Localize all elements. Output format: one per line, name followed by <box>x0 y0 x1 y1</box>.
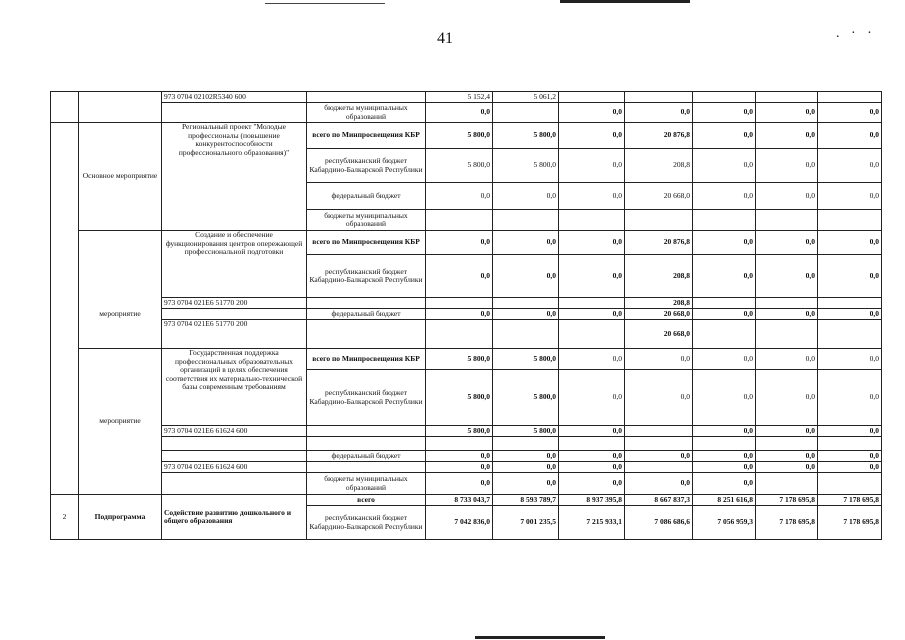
value-cell: 0,0 <box>625 349 693 370</box>
cell-num <box>51 123 79 495</box>
value-cell: 0,0 <box>693 231 756 255</box>
value-cell: 0,0 <box>818 426 882 437</box>
value-cell: 7 056 959,3 <box>693 506 756 540</box>
table-row <box>51 320 882 349</box>
value-cell: 5 800,0 <box>493 349 559 370</box>
value-cell: 5 800,0 <box>426 123 493 149</box>
value-cell <box>625 437 693 451</box>
value-cell: 8 667 837,3 <box>625 495 693 506</box>
blank-cell <box>162 103 307 123</box>
value-cell: 5 800,0 <box>426 426 493 437</box>
value-cell: 8 593 789,7 <box>493 495 559 506</box>
top-rule-right <box>560 0 690 3</box>
blank-cell <box>162 309 307 320</box>
value-cell: 0,0 <box>493 473 559 495</box>
value-cell: 5 152,4 <box>426 92 493 103</box>
value-cell: 0,0 <box>818 370 882 426</box>
activity-name: Государственная поддержка профессиональных образовательных организаций в целях обеспечения соответствия их материально-технической базы современным требованиям <box>162 349 307 426</box>
value-cell <box>426 210 493 231</box>
value-cell: 0,0 <box>818 123 882 149</box>
value-cell: 7 178 695,8 <box>756 495 818 506</box>
value-cell: 0,0 <box>693 462 756 473</box>
value-cell: 0,0 <box>426 451 493 462</box>
value-cell: 0,0 <box>756 370 818 426</box>
value-cell <box>818 210 882 231</box>
source-cell <box>307 92 426 103</box>
value-cell: 208,8 <box>625 149 693 183</box>
activity-name: Создание и обеспечение функционирования центров опережающей профессиональной подготовки <box>162 231 307 298</box>
value-cell: 8 251 616,8 <box>693 495 756 506</box>
value-cell: 0,0 <box>426 103 493 123</box>
value-cell: 0,0 <box>693 451 756 462</box>
row-number: 2 <box>51 495 79 540</box>
value-cell <box>693 92 756 103</box>
value-cell: 0,0 <box>693 309 756 320</box>
source-cell <box>307 462 426 473</box>
value-cell: 0,0 <box>693 426 756 437</box>
value-cell: 0,0 <box>693 103 756 123</box>
value-cell: 5 800,0 <box>493 426 559 437</box>
value-cell: 8 733 043,7 <box>426 495 493 506</box>
value-cell: 0,0 <box>625 473 693 495</box>
value-cell: 0,0 <box>426 462 493 473</box>
funding-source: всего по Минпросвещения КБР <box>307 123 426 149</box>
value-cell: 20 876,8 <box>625 231 693 255</box>
blank-cell <box>162 473 307 495</box>
budget-code: 973 0704 021E6 51770 200 <box>162 320 307 349</box>
value-cell: 0,0 <box>426 309 493 320</box>
table-row <box>51 426 882 437</box>
value-cell: 0,0 <box>426 473 493 495</box>
value-cell <box>756 473 818 495</box>
value-cell <box>426 298 493 309</box>
value-cell <box>625 92 693 103</box>
value-cell <box>756 92 818 103</box>
value-cell: 0,0 <box>559 309 625 320</box>
value-cell: 0,0 <box>693 349 756 370</box>
value-cell <box>625 462 693 473</box>
value-cell: 7 001 235,5 <box>493 506 559 540</box>
value-cell: 0,0 <box>818 149 882 183</box>
value-cell: 0,0 <box>693 123 756 149</box>
value-cell <box>559 320 625 349</box>
value-cell: 5 800,0 <box>426 349 493 370</box>
value-cell: 0,0 <box>426 255 493 298</box>
value-cell: 0,0 <box>559 426 625 437</box>
value-cell <box>493 298 559 309</box>
funding-source: бюджеты муниципальных образований <box>307 473 426 495</box>
funding-source: республиканский бюджет Кабардино-Балкарской Республики <box>307 370 426 426</box>
activity-type: мероприятие <box>79 349 162 495</box>
value-cell <box>756 298 818 309</box>
table-row <box>51 495 882 506</box>
value-cell: 0,0 <box>493 462 559 473</box>
activity-type: Основное мероприятие <box>79 123 162 231</box>
value-cell: 0,0 <box>493 255 559 298</box>
value-cell: 20 668,0 <box>625 183 693 210</box>
value-cell: 0,0 <box>693 149 756 183</box>
bottom-rule <box>475 636 605 639</box>
value-cell: 0,0 <box>493 231 559 255</box>
value-cell: 0,0 <box>756 349 818 370</box>
value-cell <box>559 298 625 309</box>
value-cell <box>625 426 693 437</box>
value-cell: 0,0 <box>818 103 882 123</box>
value-cell <box>426 437 493 451</box>
value-cell <box>559 437 625 451</box>
funding-source: всего по Минпросвещения КБР <box>307 231 426 255</box>
value-cell: 7 086 686,6 <box>625 506 693 540</box>
value-cell: 0,0 <box>756 183 818 210</box>
value-cell <box>559 210 625 231</box>
value-cell: 0,0 <box>818 462 882 473</box>
table-row <box>51 473 882 495</box>
funding-source: республиканский бюджет Кабардино-Балкарской Республики <box>307 149 426 183</box>
value-cell: 0,0 <box>756 309 818 320</box>
value-cell: 7 178 695,8 <box>818 506 882 540</box>
budget-code: 973 0704 02102R5340 600 <box>162 92 307 103</box>
value-cell: 208,8 <box>625 298 693 309</box>
value-cell: 0,0 <box>756 462 818 473</box>
value-cell: 0,0 <box>756 123 818 149</box>
value-cell: 0,0 <box>756 103 818 123</box>
funding-source: федеральный бюджет <box>307 451 426 462</box>
budget-code: 973 0704 021E6 61624 600 <box>162 426 307 437</box>
value-cell <box>756 437 818 451</box>
value-cell <box>426 320 493 349</box>
table-row <box>51 309 882 320</box>
value-cell: 0,0 <box>693 255 756 298</box>
table-row <box>51 437 882 451</box>
cell-type <box>79 92 162 123</box>
value-cell <box>818 320 882 349</box>
value-cell: 0,0 <box>756 149 818 183</box>
value-cell: 5 061,2 <box>493 92 559 103</box>
table-row <box>51 103 882 123</box>
value-cell: 0,0 <box>493 309 559 320</box>
funding-source: бюджеты муниципальных образований <box>307 103 426 123</box>
value-cell <box>559 92 625 103</box>
value-cell: 0,0 <box>756 451 818 462</box>
source-cell <box>307 298 426 309</box>
source-cell <box>307 320 426 349</box>
value-cell <box>693 298 756 309</box>
table-row <box>51 349 882 370</box>
activity-name: Содействие развитию дошкольного и общего образования <box>162 495 307 540</box>
funding-source: всего по Минпросвещения КБР <box>307 349 426 370</box>
table-row <box>51 462 882 473</box>
value-cell: 20 668,0 <box>625 320 693 349</box>
value-cell: 0,0 <box>693 473 756 495</box>
value-cell: 0,0 <box>559 103 625 123</box>
value-cell: 0,0 <box>625 451 693 462</box>
blank-cell <box>162 451 307 462</box>
value-cell: 7 178 695,8 <box>756 506 818 540</box>
value-cell: 7 215 933,1 <box>559 506 625 540</box>
value-cell: 5 800,0 <box>493 123 559 149</box>
top-rule-left <box>265 3 385 4</box>
value-cell: 0,0 <box>559 370 625 426</box>
value-cell: 0,0 <box>493 183 559 210</box>
budget-code: 973 0704 021E6 61624 600 <box>162 462 307 473</box>
table-row <box>51 451 882 462</box>
value-cell: 0,0 <box>559 183 625 210</box>
value-cell: 0,0 <box>625 103 693 123</box>
value-cell: 20 668,0 <box>625 309 693 320</box>
value-cell <box>493 103 559 123</box>
value-cell: 5 800,0 <box>426 149 493 183</box>
value-cell: 0,0 <box>625 370 693 426</box>
value-cell: 0,0 <box>559 451 625 462</box>
value-cell: 208,8 <box>625 255 693 298</box>
funding-source: всего <box>307 495 426 506</box>
budget-code: 973 0704 021E6 51770 200 <box>162 298 307 309</box>
funding-source: бюджеты муниципальных образований <box>307 210 426 231</box>
value-cell <box>493 210 559 231</box>
value-cell <box>818 298 882 309</box>
value-cell: 0,0 <box>559 473 625 495</box>
value-cell <box>625 210 693 231</box>
funding-source: республиканский бюджет Кабардино-Балкарской Республики <box>307 506 426 540</box>
value-cell <box>693 437 756 451</box>
budget-table <box>50 91 882 540</box>
value-cell: 0,0 <box>559 349 625 370</box>
value-cell <box>818 473 882 495</box>
value-cell: 5 800,0 <box>426 370 493 426</box>
value-cell: 0,0 <box>818 349 882 370</box>
value-cell <box>493 437 559 451</box>
value-cell: 0,0 <box>818 255 882 298</box>
funding-source: федеральный бюджет <box>307 309 426 320</box>
value-cell: 0,0 <box>426 231 493 255</box>
value-cell: 20 876,8 <box>625 123 693 149</box>
value-cell <box>756 210 818 231</box>
value-cell: 7 178 695,8 <box>818 495 882 506</box>
value-cell <box>693 320 756 349</box>
funding-source: федеральный бюджет <box>307 183 426 210</box>
value-cell <box>493 320 559 349</box>
value-cell: 0,0 <box>756 255 818 298</box>
activity-type: Подпрограмма <box>79 495 162 540</box>
source-cell <box>307 437 426 451</box>
value-cell: 8 937 395,8 <box>559 495 625 506</box>
value-cell: 0,0 <box>818 231 882 255</box>
value-cell: 0,0 <box>818 451 882 462</box>
value-cell: 0,0 <box>426 183 493 210</box>
value-cell: 0,0 <box>559 462 625 473</box>
value-cell: 0,0 <box>693 183 756 210</box>
value-cell: 7 042 836,0 <box>426 506 493 540</box>
value-cell: 0,0 <box>693 370 756 426</box>
activity-type: мероприятие <box>79 231 162 349</box>
value-cell: 0,0 <box>559 123 625 149</box>
corner-marks: . · · <box>836 26 876 41</box>
value-cell <box>693 210 756 231</box>
page-number: 41 <box>437 30 453 47</box>
source-cell <box>307 426 426 437</box>
funding-source: республиканский бюджет Кабардино-Балкарской Республики <box>307 255 426 298</box>
value-cell: 0,0 <box>559 255 625 298</box>
value-cell: 5 800,0 <box>493 149 559 183</box>
value-cell: 0,0 <box>559 231 625 255</box>
cell-num <box>51 92 79 123</box>
value-cell: 0,0 <box>559 149 625 183</box>
value-cell: 0,0 <box>493 451 559 462</box>
value-cell <box>818 92 882 103</box>
value-cell: 0,0 <box>756 231 818 255</box>
value-cell <box>818 437 882 451</box>
value-cell: 5 800,0 <box>493 370 559 426</box>
table-row <box>51 92 882 103</box>
table-row <box>51 123 882 149</box>
value-cell: 0,0 <box>818 183 882 210</box>
activity-name: Региональный проект "Молодые профессионалы (повышение конкурентоспособности профессионального образования)" <box>162 123 307 231</box>
table-row <box>51 298 882 309</box>
value-cell <box>756 320 818 349</box>
blank-cell <box>162 437 307 451</box>
table-row <box>51 231 882 255</box>
value-cell: 0,0 <box>756 426 818 437</box>
value-cell: 0,0 <box>818 309 882 320</box>
